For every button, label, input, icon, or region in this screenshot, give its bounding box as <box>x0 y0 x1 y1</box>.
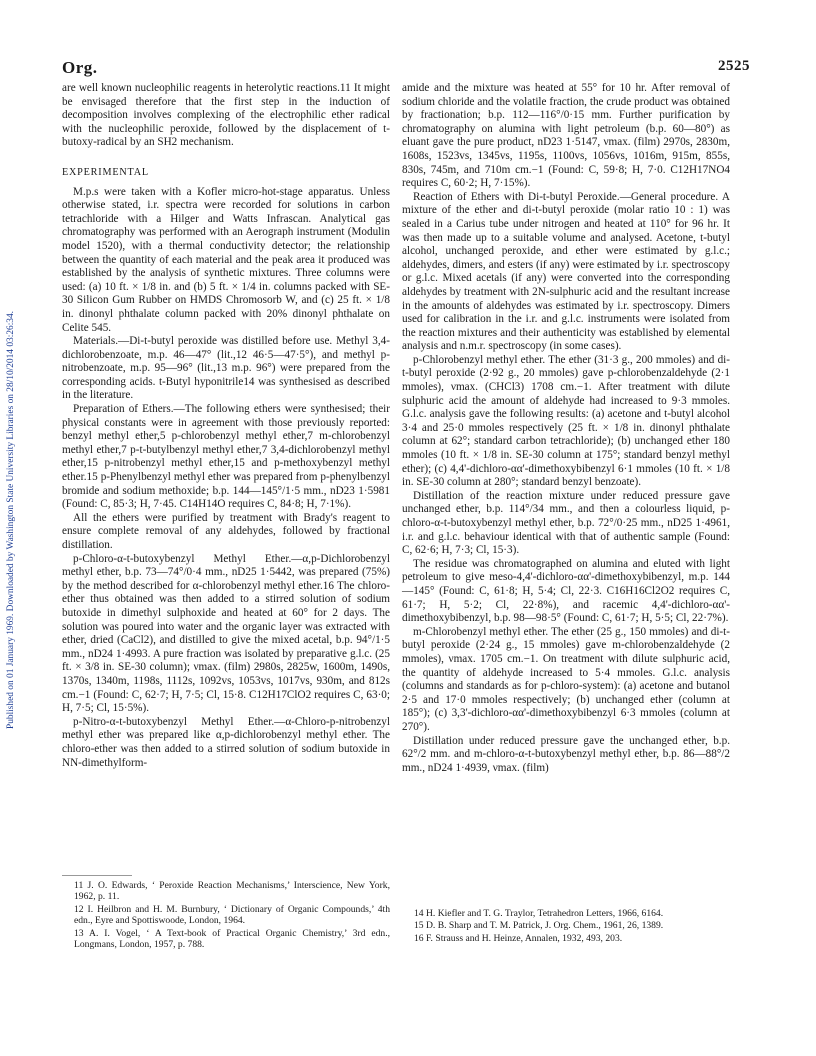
journal-section: Org. <box>62 58 98 77</box>
chromatography-paragraph: The residue was chromatographed on alumina and eluted with light petroleum to give meso-4,4'-dichloro-αα'-dimethoxybibenzyl, m.p. 144—145° (Found: C, 61·8; H, 5·4; Cl, 22·3. C16H16Cl2O2 requires C, 61·7; H, 5·2; Cl, 22·8%), and racemic 4,4'-dichloro-αα'-dimethoxybibenzyl, b.p. 98—98·5° (Found: C, 61·7; H, 5·5; Cl, 22·7%). <box>402 557 730 625</box>
nitro-ether-paragraph: p-Nitro-α-t-butoxybenzyl Methyl Ether.—α-Chloro-p-nitrobenzyl methyl ether was prepared like α,p-dichlorobenzyl methyl ether. The chloro-ether was then added to a stirred solution of sodium butoxide in NN-dimethylform- <box>62 715 390 769</box>
footnote: 15 D. B. Sharp and T. M. Patrick, J. Org. Chem., 1961, 26, 1389. <box>414 920 664 932</box>
footnote: 14 H. Kiefler and T. G. Traylor, Tetrahedron Letters, 1966, 6164. <box>414 908 664 919</box>
footnote: 13 A. I. Vogel, ‘ A Text-book of Practical Organic Chemistry,’ 3rd edn., Longmans, London, 1957, p. 788. <box>74 927 390 951</box>
footnotes-left <box>62 880 390 950</box>
experimental-heading: EXPERIMENTAL <box>62 166 149 178</box>
mechanism-paragraph: are well known nucleophilic reagents in heterolytic reactions.11 It might be envisaged therefore that the first step in the induction of decomposition involves complexing of the electrophilic ether radical with the nucleophilic peroxide, followed by the displacement of t-butoxy-radical by an SH2 mechanism. <box>62 82 390 149</box>
page-number: 2525 <box>718 58 750 74</box>
methods-paragraph: M.p.s were taken with a Kofler micro-hot-stage apparatus. Unless otherwise stated, i.r. spectra were recorded for solutions in carbon tetrachloride with a Hilger and Watts Infrascan. Analytical gas chromatography was performed with an Aerograph instrument (Modulin model 1520), with a thermal conductivity detector; the relationship between the quantity of each material and the peak area it produced was established by the analysis of synthetic mixtures. Three columns were used: (a) 10 ft. × 1/8 in. and (b) 5 ft. × 1/4 in. columns packed with SE-30 Silicon Gum Rubber on HMDS Chromosorb W, and (c) 25 ft. × 1/8 in. dinonyl phthalate column packed with 20% dinonyl phthalate on Celite 545. <box>62 185 390 334</box>
footnote-rule-left <box>62 875 132 876</box>
footnotes-right <box>402 908 730 944</box>
materials-paragraph: Materials.—Di-t-butyl peroxide was distilled before use. Methyl 3,4-dichlorobenzoate, m.p. 46—47° (lit.,12 46·5—47·5°), and methyl p-nitrobenzoate, m.p. 95—96° (lit.,13 m.p. 96°) were prepared from the corresponding acids. t-Butyl hyponitrile14 was synthesised as described in the literature. <box>62 335 390 402</box>
purification-paragraph: All the ethers were purified by treatment with Brady's reagent to ensure complete removal of any aldehydes, followed by fractional distillation. <box>62 511 390 551</box>
m-distillation-paragraph: Distillation under reduced pressure gave the unchanged ether, b.p. 62°/2 mm. and m-chloro-α-t-butoxybenzyl methyl ether, b.p. 86—88°/2 mm., nD24 1·4939, νmax. (film) <box>402 734 730 774</box>
download-watermark <box>0 180 22 860</box>
download-watermark-text: Published on 01 January 1969. Downloaded by Washington State University Libraries on 28/10/2014 03:26:34. <box>6 310 16 730</box>
m-chlorobenzyl-paragraph: m-Chlorobenzyl methyl ether. The ether (25 g., 150 mmoles) and di-t-butyl peroxide (2·24 g., 15 mmoles) gave m-chlorobenzaldehyde (2 mmoles), νmax. 1705 cm.−1. On treatment with dilute sulphuric acid, the quantity of aldehyde increased to 5·4 mmoles. G.l.c. analysis (columns and standards as for p-chloro-system): (a) acetone and butanol 2·5 and 17·0 mmoles respectively; (b) unchanged ether (column at 185°); (c) 3,3'-dichloro-αα'-dimethoxybibenzyl 6·3 mmoles (column at 270°). <box>402 625 730 733</box>
p-chlorobenzyl-paragraph: p-Chlorobenzyl methyl ether. The ether (31·3 g., 200 mmoles) and di-t-butyl peroxide (2·92 g., 20 mmoles) gave p-chlorobenzaldehyde (2·1 mmoles), νmax. (CHCl3) 1708 cm.−1. After treatment with dilute sulphuric acid the amount of aldehyde had increased to 9·3 mmoles. G.l.c. analysis gave the following results: (a) acetone and t-butyl alcohol 3·4 and 25·0 mmoles respectively (25 ft. × 1/8 in. dinonyl phthalate column at 62°; standard carbon tetrachloride); (b) unchanged ether 180 mmoles (10 ft. × 1/8 in. SE-30 column at 175°; standard benzyl methyl ether); (c) 4,4'-dichloro-αα'-dimethoxybibenzyl 6·1 mmoles (10 ft. × 1/8 in. SE-30 column at 280°; standard benzyl benzoate). <box>402 353 730 489</box>
footnote: 11 J. O. Edwards, ‘ Peroxide Reaction Mechanisms,’ Interscience, New York, 1962, p. 11. <box>74 880 390 903</box>
footnote: 16 F. Strauss and H. Heinze, Annalen, 1932, 493, 203. <box>414 932 623 944</box>
nitro-ether-continued-paragraph: amide and the mixture was heated at 55° for 10 hr. After removal of sodium chloride and the volatile fraction, the crude product was obtained by fractionation; b.p. 112—116°/0·15 mm. Further purification by chromatography on alumina with light petroleum (b.p. 60—80°) as eluant gave the pure product, nD23 1·5147, νmax. (film) 2970s, 2830m, 1608s, 1523vs, 1345vs, 1195s, 1100vs, 1056vs, 1016m, 915m, 855s, 830s, 745m, and 710m cm.−1 (Found: C, 59·8; H, 7·0. C12H17NO4 requires C, 60·2; H, 7·15%). <box>402 82 730 190</box>
footnote: 12 I. Heilbron and H. M. Burnbury, ‘ Dictionary of Organic Compounds,’ 4th edn., Eyre and Spottiswoode, London, 1964. <box>74 903 390 927</box>
general-procedure-paragraph: Reaction of Ethers with Di-t-butyl Peroxide.—General procedure. A mixture of the ether and di-t-butyl peroxide (molar ratio 10 : 1) was sealed in a Carius tube under nitrogen and heated at 110° for 96 hr. It was then made up to a suitable volume and analysed. Acetone, t-butyl alcohol, unchanged peroxide, and ether were estimated by g.l.c.; aldehydes, dimers, and esters (if any) were estimated by i.r. spectroscopy or g.l.c. Mixed acetals (if any) were converted into the corresponding aldehydes by treatment with 2N-sulphuric acid and the resultant increase in the amounts of aldehydes was estimated by i.r. spectroscopy. Dimers used for calibration in the i.r. and g.l.c. instruments were isolated from the reaction mixtures and their authenticity was established by elemental analysis and n.m.r. spectroscopy (in some cases). <box>402 190 730 353</box>
right-column <box>402 82 730 775</box>
left-column <box>62 82 390 770</box>
distillation-paragraph: Distillation of the reaction mixture under reduced pressure gave unchanged ether, b.p. 114°/34 mm., and then a colourless liquid, p-chloro-α-t-butoxybenzyl methyl ether, b.p. 72°/0·25 mm., nD25 1·4961, i.r. and g.l.c. behaviour identical with that of authentic sample (Found: C, 62·6; H, 7·3; Cl, 15·3). <box>402 489 730 557</box>
chloro-ether-paragraph: p-Chloro-α-t-butoxybenzyl Methyl Ether.—α,p-Dichlorobenzyl methyl ether, b.p. 73—74°/0·4 mm., nD25 1·5442, was prepared (75%) by the method described for α-chlorobenzyl methyl ether.16 The chloro-ether thus obtained was then added to a stirred solution of sodium butoxide in dimethyl sulphoxide and heated at 60° for 2 days. The solution was poured into water and the organic layer was extracted with ether, dried (CaCl2), and distilled to give the mixed acetal, b.p. 94°/1·5 mm., nD24 1·4993. A pure fraction was isolated by preparative g.l.c. (25 ft. × 3/8 in. SE-30 column); νmax. (film) 2980s, 2825w, 1600m, 1490s, 1370s, 1340m, 1198s, 1112s, 1092vs, 1053vs, 1017vs, 930m, and 812s cm.−1 (Found: C, 62·7; H, 7·5; Cl, 15·8. C12H17ClO2 requires C, 63·0; H, 7·5; Cl, 15·5%). <box>62 552 390 715</box>
preparation-of-ethers-paragraph: Preparation of Ethers.—The following ethers were synthesised; their physical constants were in agreement with those previously reported: benzyl methyl ether,5 p-chlorobenzyl methyl ether,7 m-chlorobenzyl methyl ether,7 p-t-butylbenzyl methyl ether,7 3,4-dichlorobenzyl methyl ether,15 p-nitrobenzyl methyl ether,15 and p-methoxybenzyl methyl ether.15 p-Phenylbenzyl methyl ether was prepared from p-phenylbenzyl bromide and sodium methoxide; b.p. 144—145°/1·5 mm., nD23 1·5981 (Found: C, 85·3; H, 7·45. C14H14O requires C, 84·8; H, 7·1%). <box>62 403 390 511</box>
